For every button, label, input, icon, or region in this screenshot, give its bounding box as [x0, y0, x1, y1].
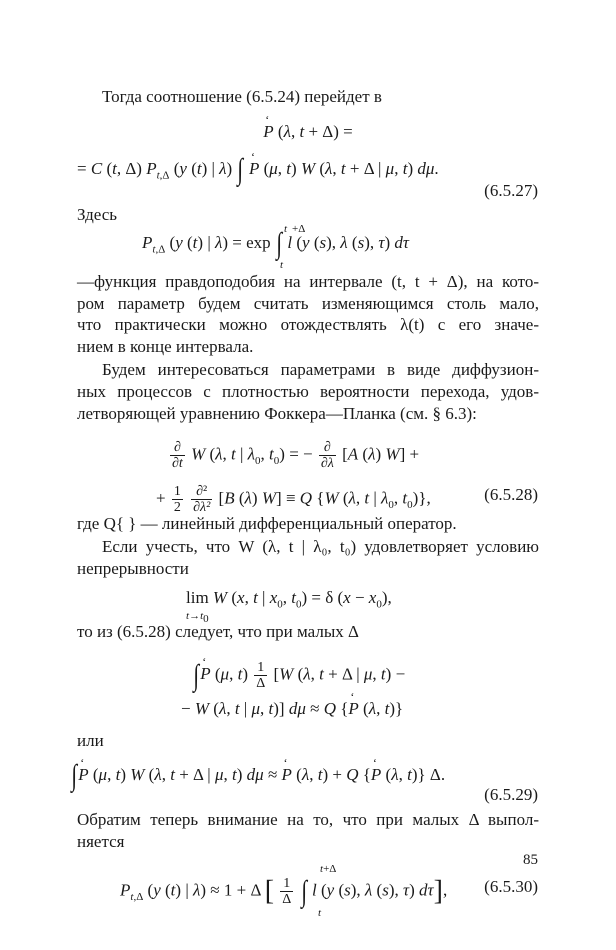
- paragraph-continuity-2: непрерывности: [77, 559, 189, 578]
- paragraph-diffusion-2: ных процессов с плотностью вероятности перехода, удов-: [77, 382, 539, 401]
- paragraph-likelihood-3: что практически можно отождествлять λ(t) с его значе-: [77, 315, 539, 334]
- equation-6-5-28-line1: $\frac{\partial}{\partial t}$ W (λ, t | $\lambda_0$, $t_0$) = − $\frac{\partial}{\partial\lambda}$ [A (λ) W] +: [172, 440, 420, 471]
- equation-small-delta-line2: − W (λ, t | μ, t)] dμ ≈ Q {‘ P (λ, t)}: [181, 698, 616, 720]
- paragraph-small-delta-2-1: Обратим теперь внимание на то, что при малых Δ выпол-: [77, 810, 539, 829]
- equation-tag-6-5-28: (6.5.28): [484, 485, 538, 504]
- equation-6-5-30: $P_{t,\Delta}$ (y (t) | λ) ≈ 1 + Δ [ $\frac{1}{\Delta}$ ∫ l (y (s), λ (s), τ) dτ], t+Δ t: [120, 863, 448, 919]
- label-here: Здесь: [77, 205, 118, 224]
- paragraph-intro: Тогда соотношение (6.5.24) перейдет в: [102, 87, 382, 106]
- paragraph-diffusion-3: летворяющей уравнению Фоккера—Планка (см. § 6.3):: [77, 404, 477, 423]
- paragraph-likelihood-2: ром параметр будем считать изменяющимся столь мало,: [77, 294, 539, 313]
- equation-6-5-28-line2: + $\frac{1}{2}$ $\frac{\text{∂²}}{\text{∂λ²}}$ [B (λ) W] ≡ Q {W (λ, t | $\lambda_0$, $t_0$)},: [156, 484, 431, 515]
- page-number: 85: [523, 852, 538, 868]
- label-or: или: [77, 731, 104, 750]
- equation-tag-6-5-27: (6.5.27): [484, 181, 538, 200]
- equation-tag-6-5-30: (6.5.30): [484, 877, 538, 896]
- paragraph-likelihood-1: —функция правдоподобия на интервале (t, t + Δ), на кото-: [77, 272, 539, 291]
- paragraph-continuity-1: Если учесть, что W (λ, t | λ₀, t₀) удовлетворяет условию: [102, 537, 539, 556]
- integral-symbol: ∫: [237, 153, 244, 187]
- paragraph-small-delta: то из (6.5.28) следует, что при малых Δ: [77, 622, 359, 641]
- equation-6-5-29: ∫‘ P (μ, t) W (λ, t + Δ | μ, t) dμ ≈ ‘ P (λ, t) + Q {‘ P (λ, t)} Δ.: [70, 764, 616, 787]
- paragraph-operator: где Q{ } — линейный дифференциальный оператор.: [77, 514, 457, 533]
- paragraph-diffusion-1: Будем интересоваться параметрами в виде диффузион-: [102, 360, 539, 379]
- equation-limit: lim W (x, t | $x_0$, $t_0) = \delta$ $(x - x_0)$, $t\to t_0$: [186, 588, 392, 626]
- paragraph-small-delta-2-2: няется: [77, 832, 125, 851]
- equation-lhs: ‘ P (λ, t + Δ) =: [0, 121, 616, 143]
- paragraph-likelihood-4: нием в конце интервала.: [77, 337, 254, 356]
- equation-likelihood: t +Δ $P_{t,\Delta}$ (y (t) | λ) = exp ∫ l (y (s), λ (s), τ) dτ t: [142, 223, 409, 271]
- equation-tag-6-5-29: (6.5.29): [484, 785, 538, 804]
- equation-6-5-27: = C (t, Δ) $P_{t,\Delta}$ (y (t) | λ) ∫ ‘ P (μ, t) W (λ, t + Δ | μ, t) dμ.: [77, 158, 616, 181]
- equation-small-delta-line1: ∫‘ P (μ, t) $\frac{1}{\Delta}$ [W (λ, t + Δ | μ, t) −: [192, 660, 616, 691]
